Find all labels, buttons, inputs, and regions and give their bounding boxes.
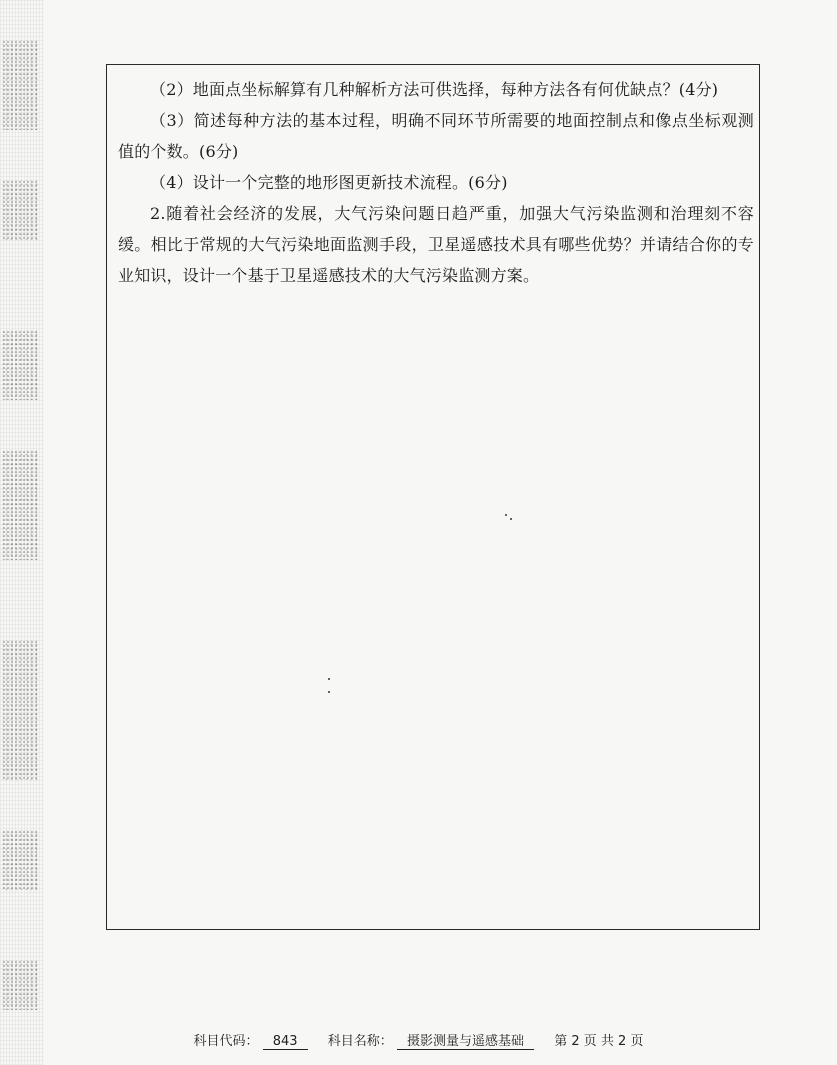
subject-code-value: 843 [263,1034,308,1050]
question-content [118,74,754,291]
scan-noise-patch [2,40,38,130]
scan-noise-patch [2,180,38,240]
scan-noise-patch [2,640,38,780]
scan-speck [505,514,507,516]
question-2-sub-3: （3）简述每种方法的基本过程，明确不同环节所需要的地面控制点和像点坐标观测值的个数。(6分) [118,111,754,161]
subject-name-label: 科目名称： [327,1034,393,1049]
scan-speck [328,678,330,680]
scan-noise-patch [2,830,38,890]
page-footer [0,1030,837,1050]
subject-code-label: 科目代码： [193,1034,259,1049]
scan-noise-patch [2,330,38,400]
scan-speck [328,691,330,693]
scan-speck [510,518,512,520]
question-2-sub-4: （4）设计一个完整的地形图更新技术流程。(6分) [150,173,508,192]
page-number: 第 2 页 共 2 页 [554,1034,644,1049]
subject-name-value: 摄影测量与遥感基础 [397,1034,534,1050]
question-2: 2.随着社会经济的发展，大气污染问题日趋严重，加强大气污染监测和治理刻不容缓。相比于常规的大气污染地面监测手段，卫星遥感技术具有哪些优势？并请结合你的专业知识，设计一个基于卫星遥感技术的大气污染监测方案。 [118,204,754,285]
question-2-sub-2: （2）地面点坐标解算有几种解析方法可供选择，每种方法各有何优缺点？(4分) [150,80,719,99]
scan-noise-patch [2,960,38,1010]
scan-noise-patch [2,450,38,560]
